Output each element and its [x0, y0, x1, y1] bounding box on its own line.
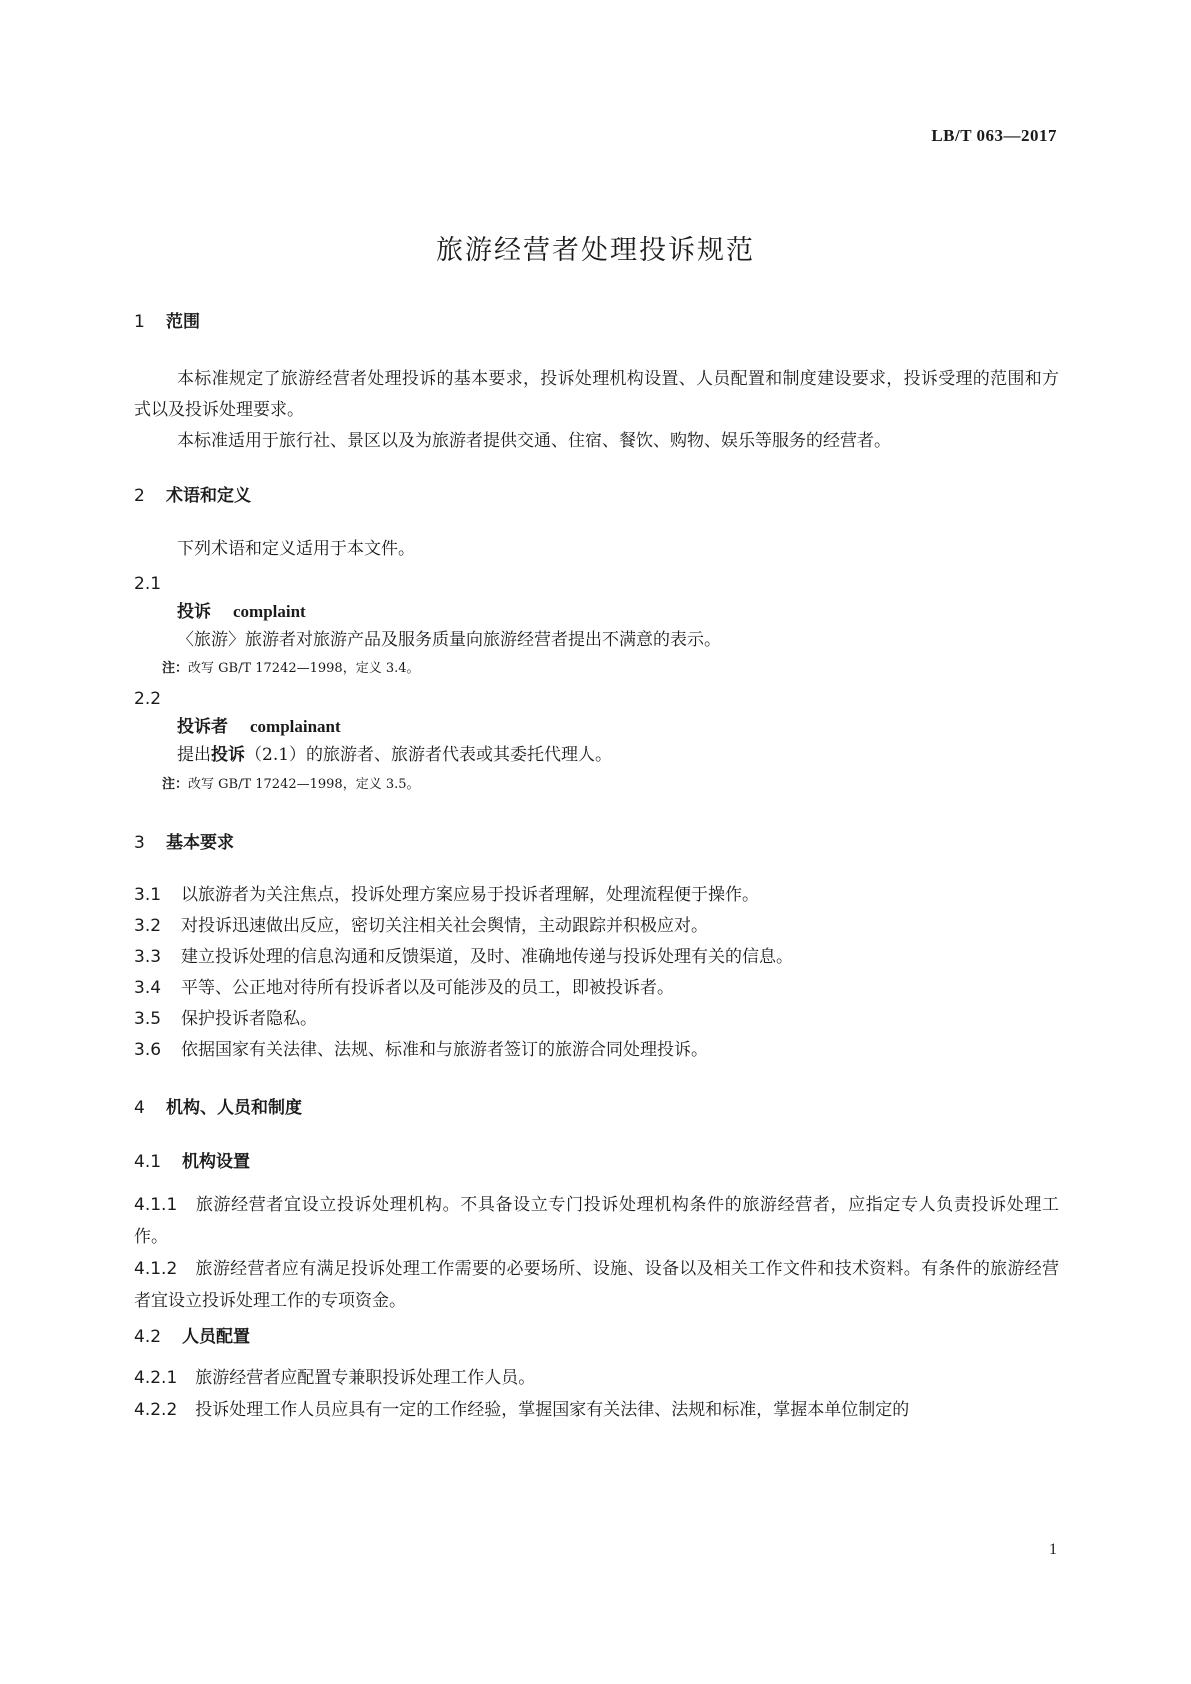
subsection-4-1-heading	[134, 1151, 1059, 1173]
list-item	[134, 1189, 1059, 1253]
section-number: 1	[134, 312, 145, 332]
subsection-number: 4.2	[134, 1327, 162, 1347]
item-text: 平等、公正地对待所有投诉者以及可能涉及的员工，即被投诉者。	[181, 978, 674, 998]
item-text: 投诉处理工作人员应具有一定的工作经验，掌握国家有关法律、法规和标准，掌握本单位制定的	[195, 1400, 910, 1420]
section-number: 4	[134, 1098, 145, 1118]
section-4-heading	[134, 1097, 1059, 1119]
term-english: complainant	[250, 717, 341, 736]
term-reference: 投诉	[211, 745, 245, 765]
term-2-1-note	[134, 660, 1059, 678]
subsection-4-2-items	[134, 1362, 1059, 1426]
note-text: 改写 GB/T 17242—1998，定义 3.5。	[188, 777, 420, 792]
list-item	[134, 1004, 1059, 1035]
term-2-2-definition	[134, 744, 1059, 766]
item-text: 旅游经营者应配置专兼职投诉处理工作人员。	[195, 1368, 536, 1388]
term-english: complaint	[233, 602, 306, 621]
term-2-1-name	[134, 601, 1059, 623]
section-title: 机构、人员和制度	[166, 1098, 302, 1118]
definition: 〈旅游〉旅游者对旅游产品及服务质量向旅游经营者提出不满意的表示。	[177, 630, 721, 650]
item-text: 以旅游者为关注焦点，投诉处理方案应易于投诉者理解，处理流程便于操作。	[181, 885, 759, 905]
paragraph: 本标准规定了旅游经营者处理投诉的基本要求，投诉处理机构设置、人员配置和制度建设要求，投诉受理的范围和方式以及投诉处理要求。	[134, 369, 1059, 420]
item-number: 3.2	[134, 916, 162, 936]
item-text: 建立投诉处理的信息沟通和反馈渠道，及时、准确地传递与投诉处理有关的信息。	[181, 947, 793, 967]
item-text: 对投诉迅速做出反应，密切关注相关社会舆情，主动跟踪并积极应对。	[181, 916, 708, 936]
note-label: 注：	[162, 661, 189, 676]
item-text: 旅游经营者宜设立投诉处理机构。不具备设立专门投诉处理机构条件的旅游经营者，应指定专人负责投诉处理工作。	[134, 1195, 1059, 1247]
item-number: 3.1	[134, 885, 162, 905]
item-text: 保护投诉者隐私。	[181, 1009, 317, 1029]
subsection-title: 机构设置	[182, 1152, 250, 1172]
term-2-2	[134, 688, 1059, 710]
section-title: 术语和定义	[166, 486, 251, 506]
section-3-items	[134, 880, 1059, 1066]
term-chinese: 投诉者	[177, 717, 228, 737]
subsection-4-2-heading	[134, 1326, 1059, 1348]
section-1-body	[134, 364, 1059, 457]
item-number: 3.5	[134, 1009, 162, 1029]
term-2-2-note	[134, 776, 1059, 794]
section-title: 基本要求	[166, 833, 234, 853]
section-number: 2	[134, 486, 145, 506]
list-item	[134, 1394, 1059, 1426]
term-2-1	[134, 573, 1059, 595]
section-2-heading	[134, 485, 1059, 507]
item-number: 4.1.1	[134, 1195, 178, 1215]
list-item	[134, 973, 1059, 1004]
item-number: 3.6	[134, 1040, 162, 1060]
paragraph: 下列术语和定义适用于本文件。	[177, 539, 415, 559]
term-2-1-definition	[134, 629, 1059, 651]
list-item	[134, 942, 1059, 973]
item-number: 3.3	[134, 947, 162, 967]
section-1-heading	[134, 311, 1059, 333]
standard-code: LB/T 063—2017	[931, 126, 1057, 145]
subsection-number: 4.1	[134, 1152, 162, 1172]
list-item	[134, 1035, 1059, 1066]
subsection-title: 人员配置	[182, 1327, 250, 1347]
item-text: 旅游经营者应有满足投诉处理工作需要的必要场所、设施、设备以及相关工作文件和技术资料。有条件的旅游经营者宜设立投诉处理工作的专项资金。	[134, 1259, 1059, 1311]
paragraph: 本标准适用于旅行社、景区以及为旅游者提供交通、住宿、餐饮、购物、娱乐等服务的经营者。	[177, 431, 891, 451]
section-title: 范围	[166, 312, 200, 332]
definition-text: （2.1）的旅游者、旅游者代表或其委托代理人。	[245, 745, 613, 765]
term-2-2-name	[134, 716, 1059, 738]
item-text: 依据国家有关法律、法规、标准和与旅游者签订的旅游合同处理投诉。	[181, 1040, 708, 1060]
list-item	[134, 1362, 1059, 1394]
note-text: 改写 GB/T 17242—1998，定义 3.4。	[188, 661, 420, 676]
term-chinese: 投诉	[177, 602, 211, 622]
term-number: 2.1	[134, 574, 162, 594]
note-label: 注：	[162, 777, 189, 792]
list-item	[134, 880, 1059, 911]
item-number: 4.2.2	[134, 1400, 178, 1420]
subsection-4-1-items	[134, 1189, 1059, 1317]
term-number: 2.2	[134, 689, 162, 709]
item-number: 4.2.1	[134, 1368, 178, 1388]
document-title: 旅游经营者处理投诉规范	[436, 235, 755, 266]
item-number: 3.4	[134, 978, 162, 998]
list-item	[134, 1253, 1059, 1317]
item-number: 4.1.2	[134, 1259, 178, 1279]
section-number: 3	[134, 833, 145, 853]
section-3-heading	[134, 832, 1059, 854]
list-item	[134, 911, 1059, 942]
definition-text: 提出	[177, 745, 211, 765]
page-number: 1	[1049, 1541, 1057, 1558]
section-2-intro	[134, 538, 1059, 560]
